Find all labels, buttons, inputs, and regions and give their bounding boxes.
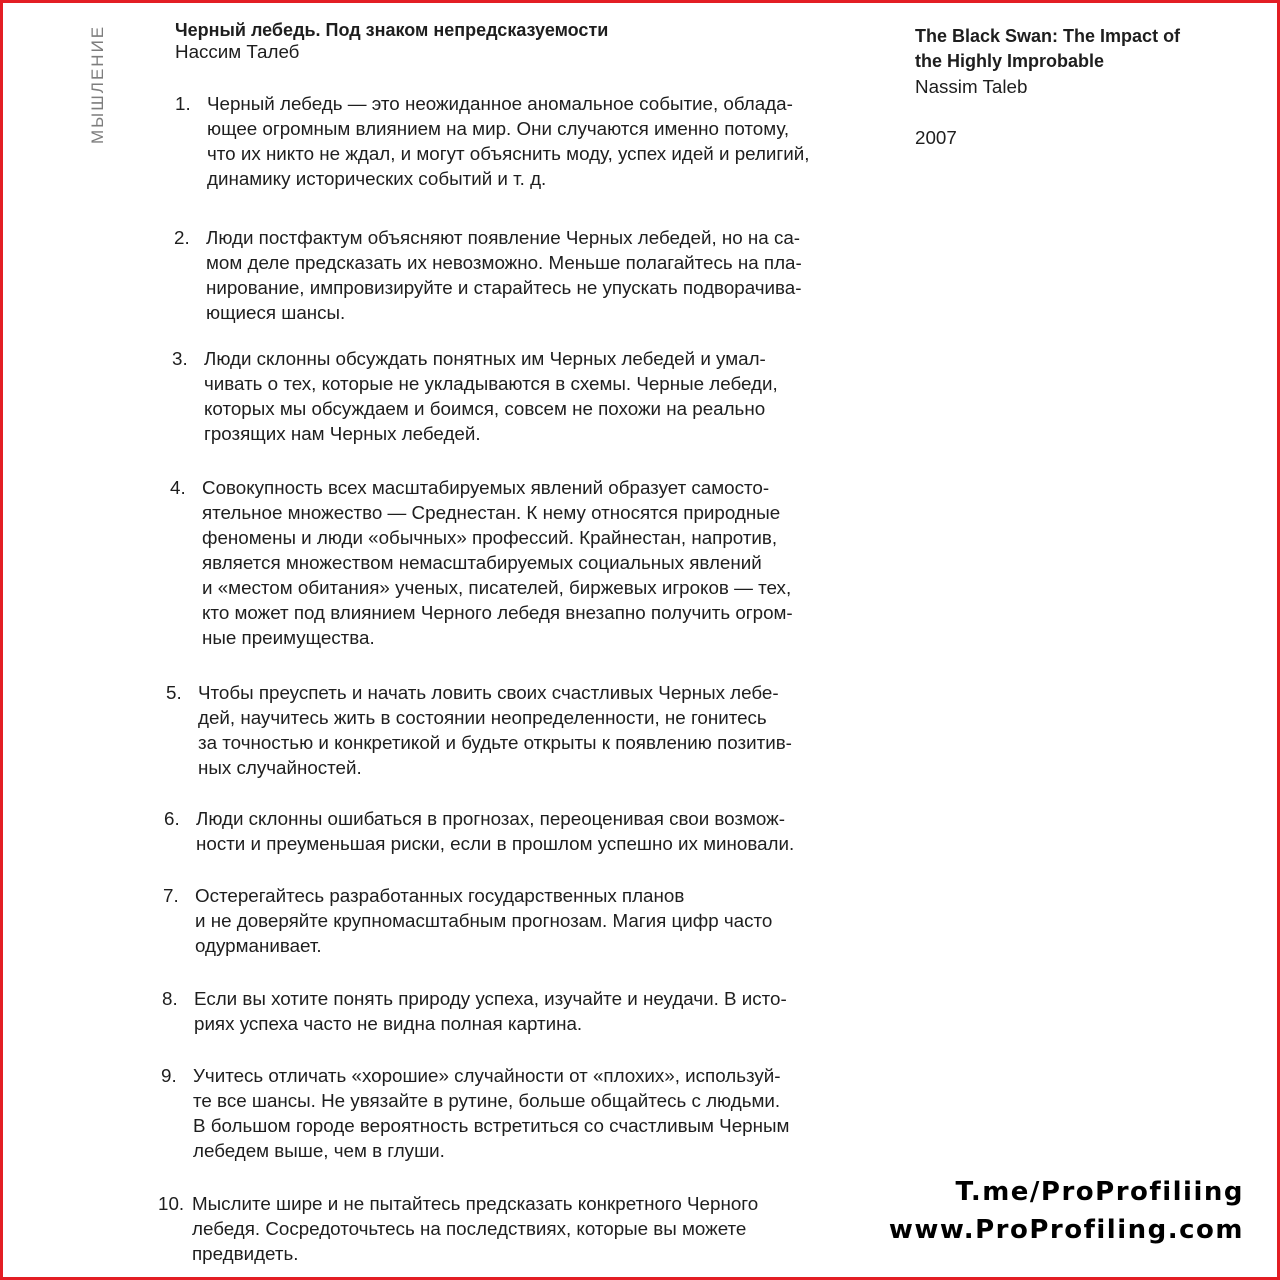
- item-number: 5.: [166, 682, 182, 703]
- list-item: [164, 806, 794, 856]
- item-text-line: мом деле предсказать их невозможно. Меньше полагайтесь на пла-: [206, 252, 802, 273]
- item-text-line: нирование, импровизируйте и старайтесь не упускать подворачива-: [206, 277, 802, 298]
- item-text-line: риях успеха часто не видна полная картина.: [194, 1013, 583, 1034]
- item-text-line: одурманивает.: [195, 935, 322, 956]
- item-text-line: Чтобы преуспеть и начать ловить своих счастливых Черных лебе-: [198, 682, 779, 703]
- list-item: [162, 986, 787, 1036]
- item-text-line: грозящих нам Черных лебедей.: [204, 423, 481, 444]
- item-text: [198, 680, 792, 780]
- item-text-line: чивать о тех, которые не укладываются в схемы. Черные лебеди,: [204, 373, 778, 394]
- item-text: [204, 346, 778, 446]
- list-item: [172, 346, 778, 446]
- item-text-line: и не доверяйте крупномасштабным прогнозам. Магия цифр часто: [195, 910, 773, 931]
- list-item: [166, 680, 792, 780]
- list-item: [158, 1191, 758, 1266]
- item-text-line: Если вы хотите понять природу успеха, изучайте и неудачи. В исто-: [194, 988, 787, 1009]
- item-text-line: ятельное множество — Среднестан. К нему относятся природные: [202, 502, 781, 523]
- item-text-line: Люди постфактум объясняют появление Черных лебедей, но на са-: [206, 227, 801, 248]
- item-text-line: лебедем выше, чем в глуши.: [193, 1140, 445, 1161]
- item-text-line: предвидеть.: [192, 1243, 299, 1264]
- publication-year: 2007: [915, 127, 957, 148]
- item-text-line: Мыслите шире и не пытайтесь предсказать конкретного Черного: [192, 1193, 759, 1214]
- item-text-line: является множеством немасштабируемых социальных явлений: [202, 552, 762, 573]
- list-item: [163, 883, 772, 958]
- list-item: [161, 1063, 789, 1163]
- item-number: 6.: [164, 808, 180, 829]
- item-text-line: Учитесь отличать «хорошие» случайности от «плохих», используй-: [193, 1065, 781, 1086]
- item-text-line: за точностью и конкретикой и будьте открыты к появлению позитив-: [198, 732, 792, 753]
- item-text-line: лебедя. Сосредоточьтесь на последствиях, которые вы можете: [192, 1218, 747, 1239]
- item-number: 4.: [170, 477, 186, 498]
- item-text-line: Люди склонны ошибаться в прогнозах, переоценивая свои возмож-: [196, 808, 785, 829]
- item-text-line: ные преимущества.: [202, 627, 375, 648]
- item-number: 3.: [172, 348, 188, 369]
- item-text: [193, 1063, 789, 1163]
- list-item: [170, 475, 793, 650]
- item-text: [202, 475, 793, 650]
- list-item: [175, 91, 809, 191]
- book-title-ru: Черный лебедь. Под знаком непредсказуемости: [175, 20, 609, 40]
- watermark-telegram: T.me/ProProfiliing: [955, 1177, 1244, 1207]
- item-text-line: феномены и люди «обычных» профессий. Крайнестан, напротив,: [202, 527, 778, 548]
- item-text-line: что их никто не ждал, и могут объяснить моду, успех идей и религий,: [207, 143, 810, 164]
- item-text-line: кто может под влиянием Черного лебедя внезапно получить огром-: [202, 602, 793, 623]
- item-text-line: Люди склонны обсуждать понятных им Черных лебедей и умал-: [204, 348, 766, 369]
- original-edition-info: [915, 24, 1180, 150]
- item-text-line: ных случайностей.: [198, 757, 362, 778]
- book-author-en: Nassim Taleb: [915, 76, 1028, 97]
- item-text: [195, 883, 772, 958]
- item-text: [192, 1191, 758, 1266]
- item-text-line: которых мы обсуждаем и боимся, совсем не похожи на реально: [204, 398, 766, 419]
- item-number: 9.: [161, 1065, 177, 1086]
- item-text-line: ющиеся шансы.: [206, 302, 346, 323]
- section-label: МЫШЛЕНИЕ: [88, 24, 107, 144]
- watermark-website: www.ProProfiling.com: [888, 1215, 1244, 1245]
- book-author-ru: Нассим Талеб: [175, 41, 300, 62]
- item-text-line: Черный лебедь — это неожиданное аномальное событие, облада-: [207, 93, 793, 114]
- item-text: [196, 806, 794, 856]
- item-number: 2.: [174, 227, 190, 248]
- item-text-line: и «местом обитания» ученых, писателей, биржевых игроков — тех,: [202, 577, 792, 598]
- item-text: [194, 986, 787, 1036]
- item-text-line: Совокупность всех масштабируемых явлений образует самосто-: [202, 477, 770, 498]
- book-title-en-line: The Black Swan: The Impact of: [915, 26, 1181, 46]
- item-text: [206, 225, 802, 325]
- item-text-line: динамику исторических событий и т. д.: [207, 168, 547, 189]
- book-title-en-line: the Highly Improbable: [915, 51, 1105, 71]
- item-number: 7.: [163, 885, 179, 906]
- item-number: 1.: [175, 93, 191, 114]
- item-text: [207, 91, 809, 191]
- item-text-line: те все шансы. Не увязайте в рутине, больше общайтесь с людьми.: [193, 1090, 781, 1111]
- item-text-line: Остерегайтесь разработанных государственных планов: [195, 885, 685, 906]
- item-number: 10.: [158, 1193, 185, 1214]
- item-text-line: ности и преуменьшая риски, если в прошлом успешно их миновали.: [196, 833, 795, 854]
- list-item: [174, 225, 802, 325]
- item-text-line: ющее огромным влиянием на мир. Они случаются именно потому,: [207, 118, 790, 139]
- item-text-line: дей, научитесь жить в состоянии неопределенности, не гонитесь: [198, 707, 767, 728]
- item-text-line: В большом городе вероятность встретиться со счастливым Черным: [193, 1115, 790, 1136]
- item-number: 8.: [162, 988, 178, 1009]
